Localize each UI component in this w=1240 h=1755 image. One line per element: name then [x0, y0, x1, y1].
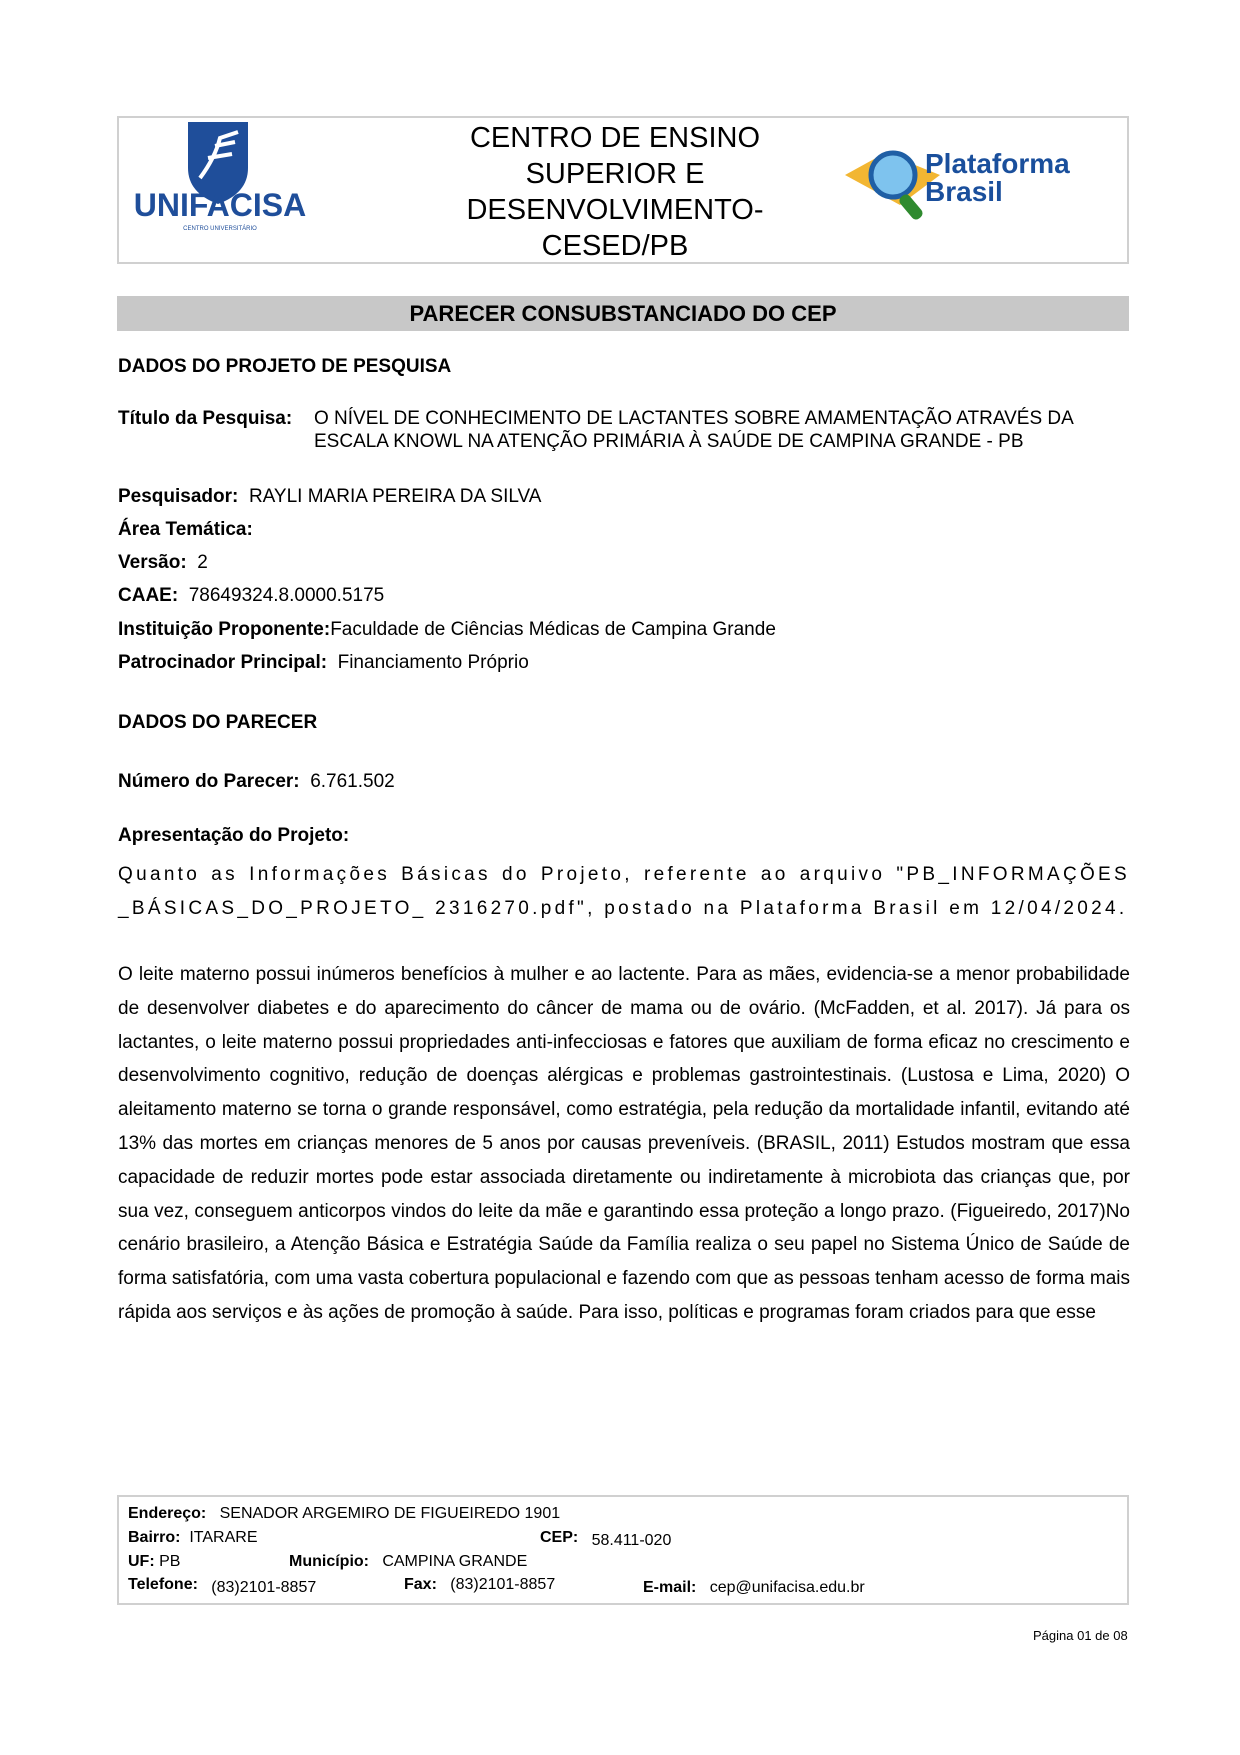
title-line: DESENVOLVIMENTO-	[466, 194, 764, 226]
logo-text-1: Plataforma	[925, 148, 1070, 179]
value: CAMPINA GRANDE	[382, 1553, 528, 1570]
pesquisador-row	[118, 486, 541, 508]
value: SENADOR ARGEMIRO DE FIGUEIREDO 1901	[219, 1505, 561, 1522]
patrocinador-row	[118, 652, 529, 674]
document-banner: PARECER CONSUBSTANCIADO DO CEP	[117, 296, 1129, 331]
value: 78649324.8.0000.5175	[188, 585, 385, 606]
label: Instituição Proponente:	[118, 619, 331, 640]
label: UF:	[128, 1553, 155, 1570]
email-row	[643, 1579, 865, 1597]
logo-subtext: CENTRO UNIVERSITÁRIO	[183, 226, 257, 232]
instituicao-row	[118, 619, 776, 641]
value: PB	[159, 1553, 181, 1570]
label: Telefone:	[128, 1576, 198, 1593]
label: Bairro:	[128, 1529, 181, 1546]
apresentacao-label: Apresentação do Projeto:	[118, 825, 350, 846]
label: Versão:	[118, 552, 187, 573]
title-line: CENTRO DE ENSINO	[469, 122, 761, 154]
logo-text: UNIFACISA	[133, 187, 307, 223]
logo-text-2: Brasil	[925, 176, 1003, 207]
area-row	[118, 519, 253, 541]
value[interactable]: cep@unifacisa.edu.br	[709, 1579, 865, 1596]
endereco-row	[128, 1505, 560, 1523]
page-number: Página 01 de 08	[1033, 1628, 1128, 1643]
institution-title	[380, 120, 850, 264]
value: (83)2101-8857	[211, 1579, 317, 1596]
label: Título da Pesquisa:	[118, 408, 293, 429]
label: Endereço:	[128, 1505, 207, 1522]
project-section-title: DADOS DO PROJETO DE PESQUISA	[118, 356, 452, 377]
label: CAAE:	[118, 585, 179, 606]
label: Município:	[289, 1553, 369, 1570]
title-line: SUPERIOR E	[525, 158, 705, 190]
titulo-label	[118, 408, 292, 430]
value: (83)2101-8857	[450, 1576, 556, 1593]
caae-row	[118, 585, 384, 607]
cep-row	[540, 1529, 671, 1547]
label: Número do Parecer:	[118, 771, 300, 792]
label: Pesquisador:	[118, 486, 239, 507]
value: 6.761.502	[310, 771, 395, 792]
uf-row	[128, 1553, 180, 1571]
value: 58.411-020	[591, 1532, 672, 1549]
numero-row	[118, 771, 395, 793]
body-paragraph: O leite materno possui inúmeros benefícios à mulher e ao lactente. Para as mães, evidencia-se a menor probabilidade de desenvolver diabetes e do aparecimento do câncer de mama ou de ovário. (McFadden, et al. 2017). Já para os lactantes, o leite materno possui propriedades anti-infecciosas e fatores que auxiliam de forma eficaz no crescimento e desenvolvimento cognitivo, redução de doenças alérgicas e problemas gastrointestinais. (Lustosa e Lima, 2020) O aleitamento materno se torna o grande responsável, como estratégia, pela redução da mortalidade infantil, evitando até 13% das mortes em crianças menores de 5 anos por causas preveníveis. (BRASIL, 2011) Estudos mostram que essa capacidade de reduzir mortes pode estar associada diretamente ou indiretamente à microbiota das crianças que, por sua vez, conseguem anticorpos vindos do leite da mãe e garantindo essa proteção a longo prazo. (Figueiredo, 2017)No cenário brasileiro, a Atenção Básica e Estratégia Saúde da Família realiza o seu papel no Sistema Único de Saúde de forma satisfatória, com uma vasta cobertura populacional e fazendo com que as pessoas tenham acesso de forma mais rápida aos serviços e às ações de promoção à saúde. Para isso, políticas e programas foram criados para que esse	[118, 964, 1130, 1323]
value: Financiamento Próprio	[337, 652, 529, 673]
title-line: CESED/PB	[541, 230, 689, 262]
parecer-section-title: DADOS DO PARECER	[118, 712, 318, 733]
label: CEP:	[540, 1529, 579, 1546]
value: RAYLI MARIA PEREIRA DA SILVA	[248, 486, 542, 507]
label: Patrocinador Principal:	[118, 652, 328, 673]
versao-row	[118, 552, 208, 574]
municipio-row	[289, 1553, 527, 1571]
titulo-value: O NÍVEL DE CONHECIMENTO DE LACTANTES SOBRE AMAMENTAÇÃO ATRAVÉS DA ESCALA KNOWL NA ATENÇÃO PRIMÁRIA À SAÚDE DE CAMPINA GRANDE - PB	[314, 408, 1073, 452]
fax-row	[404, 1576, 555, 1594]
plataforma-brasil-logo	[845, 145, 1135, 225]
label: Área Temática:	[118, 519, 253, 540]
label: E-mail:	[643, 1579, 697, 1596]
bairro-row	[128, 1529, 258, 1547]
value: 2	[197, 552, 208, 573]
value: ITARARE	[189, 1529, 258, 1546]
unifacisa-logo	[120, 118, 320, 238]
telefone-row	[128, 1576, 316, 1594]
value: Faculdade de Ciências Médicas de Campina Grande	[330, 619, 776, 640]
apresentacao-text: Quanto as Informações Básicas do Projeto, referente ao arquivo "PB_INFORMAÇÕES _BÁSICAS_DO_PROJETO_ 2316270.pdf", postado na Plataforma Brasil em 12/04/2024.	[118, 864, 1130, 919]
label: Fax:	[404, 1576, 437, 1593]
